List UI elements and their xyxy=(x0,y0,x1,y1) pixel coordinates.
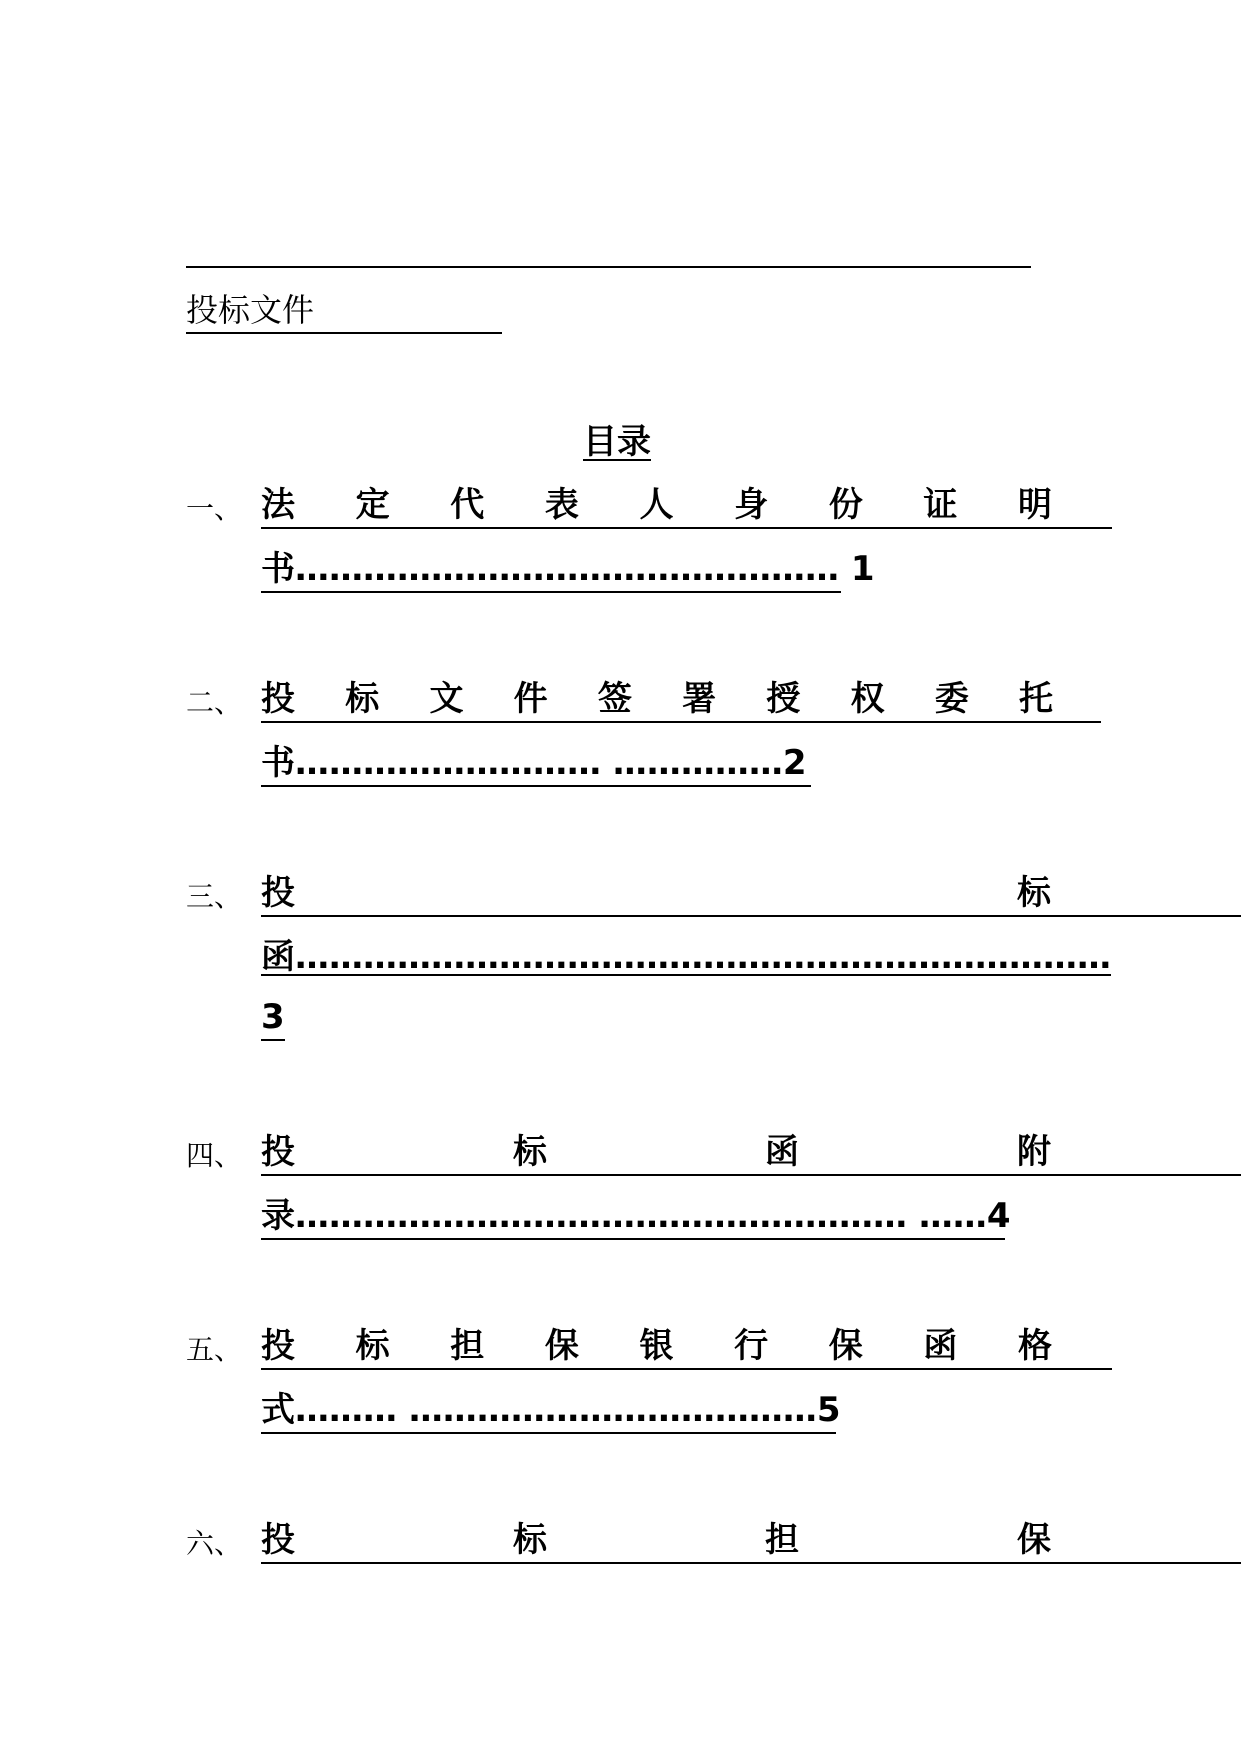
toc-char: 投 xyxy=(261,679,295,719)
toc-char: 投 xyxy=(261,873,295,913)
toc-char: 投 xyxy=(261,1132,295,1172)
toc-item-heading xyxy=(261,483,1112,529)
toc-item-heading xyxy=(261,1130,1241,1176)
toc-char: 身 xyxy=(734,485,769,525)
toc-item-number: 一、 xyxy=(186,492,243,525)
toc-char: 保 xyxy=(544,1326,579,1366)
toc-char: 投 xyxy=(261,1326,295,1366)
toc-item-continuation: 式……… ………………………………5 xyxy=(261,1388,836,1434)
toc-item-heading xyxy=(261,1518,1241,1564)
toc-char: 保 xyxy=(1017,1520,1051,1560)
toc-char: 标 xyxy=(355,1326,390,1366)
toc-item-heading xyxy=(261,871,1241,917)
toc-item-continuation: 录……………………………………………… ……4 xyxy=(261,1194,1005,1240)
toc-char: 标 xyxy=(513,1520,547,1560)
document-header-title: 投标文件 xyxy=(186,290,502,334)
toc-item-number: 三、 xyxy=(186,880,243,913)
toc-char: 署 xyxy=(682,679,717,719)
toc-char: 证 xyxy=(923,485,958,525)
toc-char: 函 xyxy=(765,1132,799,1172)
toc-item-number: 五、 xyxy=(186,1333,243,1366)
toc-char: 委 xyxy=(934,679,969,719)
toc-item-number: 四、 xyxy=(186,1139,243,1172)
toc-char: 份 xyxy=(828,485,863,525)
toc-item-continuation: 函……………………………………………………………… xyxy=(261,937,1111,977)
toc-char: 人 xyxy=(639,485,674,525)
toc-char: 代 xyxy=(450,485,485,525)
toc-char: 函 xyxy=(923,1326,958,1366)
toc-char: 文 xyxy=(429,679,464,719)
toc-item-number: 六、 xyxy=(186,1527,243,1560)
toc-char: 担 xyxy=(765,1520,799,1560)
toc-char: 明 xyxy=(1018,485,1052,525)
toc-char: 银 xyxy=(639,1326,674,1366)
header-rule xyxy=(186,266,1031,268)
toc-char: 保 xyxy=(828,1326,863,1366)
toc-title: 目录 xyxy=(583,422,651,462)
toc-char: 法 xyxy=(261,485,295,525)
toc-char: 托 xyxy=(1018,679,1053,719)
toc-char: 担 xyxy=(450,1326,485,1366)
toc-char: 权 xyxy=(850,679,885,719)
toc-item-continuation: 书………………………………………… 1 xyxy=(261,547,841,593)
toc-char: 标 xyxy=(1017,873,1051,913)
toc-item-heading xyxy=(261,1324,1112,1370)
toc-char: 签 xyxy=(597,679,632,719)
toc-char: 行 xyxy=(734,1326,769,1366)
toc-item-page-number: 3 xyxy=(261,995,285,1041)
toc-item-continuation: 书……………………… ……………2 xyxy=(261,741,811,787)
toc-char: 表 xyxy=(544,485,579,525)
toc-char: 投 xyxy=(261,1520,295,1560)
toc-char: 标 xyxy=(513,1132,547,1172)
toc-item-heading xyxy=(261,677,1101,723)
toc-char: 件 xyxy=(513,679,548,719)
toc-item-number: 二、 xyxy=(186,686,243,719)
toc-char: 标 xyxy=(345,679,380,719)
toc-char: 附 xyxy=(1017,1132,1051,1172)
toc-char: 授 xyxy=(766,679,801,719)
toc-char: 格 xyxy=(1018,1326,1052,1366)
toc-char: 定 xyxy=(355,485,390,525)
